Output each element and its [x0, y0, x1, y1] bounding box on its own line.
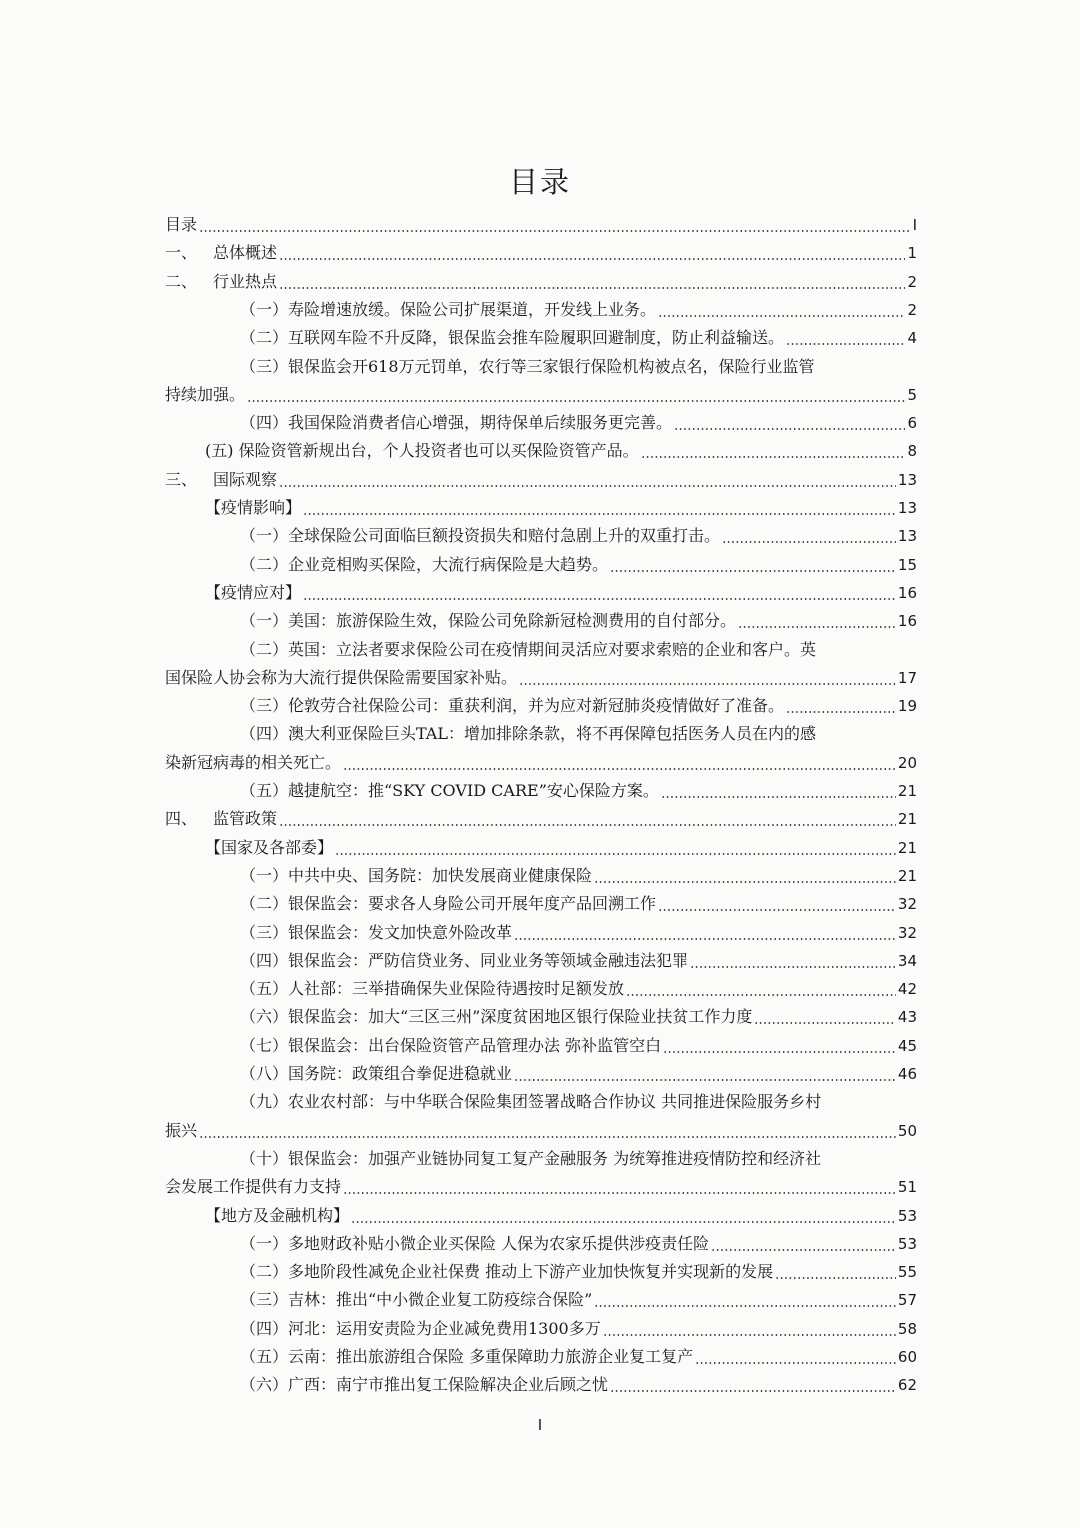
toc-section-number: 三、 — [165, 469, 198, 489]
toc-entry[interactable] — [240, 548, 917, 576]
toc-entry-text: （五）云南：推出旅游组合保险 多重保障助力旅游企业复工复产 — [240, 1347, 694, 1366]
toc-entry-text: 【疫情应对】 — [205, 582, 302, 602]
toc-entry[interactable] — [240, 1057, 917, 1085]
toc-page-number: 2 — [907, 272, 917, 291]
dot-leader — [738, 626, 896, 628]
toc-entry[interactable] — [240, 944, 917, 972]
toc-entry[interactable] — [205, 434, 917, 462]
toc-entry[interactable] — [240, 293, 917, 321]
dot-leader — [658, 315, 905, 317]
toc-section-title: 监管政策 — [213, 809, 278, 829]
toc-entry[interactable] — [240, 1368, 917, 1396]
dot-leader — [279, 824, 896, 826]
toc-entry-text — [165, 808, 277, 830]
toc-entry[interactable] — [205, 831, 917, 859]
toc-section-number: 四、 — [165, 809, 198, 829]
toc-entry-text: 【地方及金融机构】 — [205, 1205, 350, 1225]
toc-entry-text: （四）我国保险消费者信心增强，期待保单后续服务更完善。 — [240, 413, 673, 433]
dot-leader — [775, 1277, 896, 1279]
toc-page-number: 32 — [897, 923, 917, 942]
toc-page-number: 55 — [897, 1263, 917, 1282]
toc-page-number: 21 — [897, 782, 917, 800]
toc-entry-text: （三）银保监会：发文加快意外险改革 — [240, 922, 513, 942]
toc-page-number: 19 — [897, 697, 917, 716]
dot-leader — [603, 1334, 896, 1336]
page-title: 目录 — [508, 165, 571, 199]
dot-leader — [514, 938, 896, 940]
dot-leader — [199, 230, 911, 232]
toc-section-title: 国际观察 — [213, 469, 278, 489]
toc-entry-text: (五) 保险资管新规出台，个人投资者也可以买保险资管产品。 — [205, 441, 639, 461]
toc-entry-text: （二）多地阶段性减免企业社保费 推动上下游产业加快恢复并实现新的发展 — [240, 1262, 774, 1282]
toc-entry[interactable] — [205, 576, 917, 604]
toc-entry[interactable] — [240, 406, 917, 434]
toc-page-number: 21 — [897, 810, 917, 829]
toc-page-number: 8 — [907, 442, 917, 461]
toc-page-number: 32 — [897, 895, 917, 914]
toc-page-number: 43 — [897, 1008, 917, 1027]
toc-page-number: 42 — [897, 980, 917, 999]
toc-entry-text: （三）吉林：推出“中小微企业复工防疫综合保险” — [240, 1290, 593, 1310]
dot-leader — [343, 1192, 896, 1194]
toc-entry-text: （三）伦敦劳合社保险公司：重获利润，并为应对新冠肺炎疫情做好了准备。 — [240, 696, 785, 716]
toc-page-number: 50 — [897, 1121, 917, 1140]
toc-entry[interactable] — [165, 463, 917, 491]
toc-entry[interactable] — [165, 1170, 917, 1198]
toc-page-number: 17 — [897, 668, 917, 687]
toc-entry[interactable] — [240, 519, 917, 547]
toc-entry-text: （二）企业竞相购买保险，大流行病保险是大趋势。 — [240, 554, 609, 574]
toc-entry-text: 目录 — [165, 215, 198, 234]
toc-entry-text: （一）寿险增速放缓。保险公司扩展渠道，开发线上业务。 — [240, 299, 657, 319]
toc-page-number: 4 — [907, 329, 917, 348]
toc-entry-text: （七）银保监会：出台保险资管产品管理办法 弥补监管空白 — [240, 1035, 662, 1055]
toc-page-number: 45 — [897, 1036, 917, 1055]
toc-entry[interactable] — [165, 378, 917, 406]
toc-entry[interactable] — [240, 859, 917, 887]
toc-page-number: 2 — [907, 300, 917, 319]
dot-leader — [786, 711, 896, 713]
toc-entry-text: （四）澳大利亚保险巨头TAL：增加排除条款，将不再保障包括医务人员在内的感 — [240, 724, 816, 744]
dot-leader — [279, 485, 896, 487]
dot-leader — [514, 1079, 896, 1081]
toc-entry-text: （五）人社部：三举措确保失业保险待遇按时足额发放 — [240, 979, 625, 999]
toc-entry[interactable] — [240, 1000, 917, 1028]
dot-leader — [626, 994, 896, 996]
toc-entry-text: （五）越捷航空：推“SKY COVID CARE”安心保险方案。 — [240, 781, 659, 800]
dot-leader — [690, 966, 896, 968]
dot-leader — [610, 1390, 896, 1392]
toc-entry-text: （二）银保监会：要求各人身险公司开展年度产品回溯工作 — [240, 894, 657, 914]
toc-entry-continuation: 振兴 — [165, 1120, 198, 1140]
toc-entry-text: （二）互联网车险不升反降，银保监会推车险履职回避制度，防止利益输送。 — [240, 328, 785, 348]
toc-section-title: 行业热点 — [213, 271, 278, 291]
toc-entry-text: （四）河北：运用安责险为企业减免费用1300多万 — [240, 1318, 601, 1338]
toc-entry-text: （一）全球保险公司面临巨额投资损失和赔付急剧上升的双重打击。 — [240, 526, 721, 546]
toc-entry-text: 【国家及各部委】 — [205, 837, 334, 857]
toc-entry-continuation: 持续加强。 — [165, 384, 246, 404]
dot-leader — [695, 1362, 896, 1364]
toc-page-number: 51 — [897, 1178, 917, 1197]
toc-entry[interactable] — [240, 972, 917, 1000]
toc-entry[interactable] — [165, 746, 917, 774]
toc-entry-text: （一）多地财政补贴小微企业买保险 人保为农家乐提供涉疫责任险 — [240, 1233, 710, 1253]
toc-page-number: 1 — [907, 244, 917, 263]
toc-entry[interactable] — [240, 887, 917, 915]
dot-leader — [722, 541, 896, 543]
toc-page-number: 21 — [897, 838, 917, 857]
toc-entry[interactable] — [165, 661, 917, 689]
toc-entry[interactable] — [240, 774, 917, 802]
toc-section-number: 一、 — [165, 243, 198, 263]
dot-leader — [351, 1221, 896, 1223]
toc-page-number: 15 — [897, 555, 917, 574]
page-number: I — [537, 1416, 543, 1434]
toc-page-number: 62 — [897, 1376, 917, 1395]
toc-entry[interactable] — [240, 1029, 917, 1057]
dot-leader — [519, 683, 896, 685]
dot-leader — [663, 1051, 896, 1053]
toc-page-number: 57 — [897, 1291, 917, 1310]
toc-entry[interactable] — [165, 265, 917, 293]
toc-page-number: 60 — [897, 1348, 917, 1366]
toc-entry-text — [165, 469, 277, 491]
toc-entry[interactable] — [240, 916, 917, 944]
dot-leader — [303, 513, 896, 515]
dot-leader — [610, 570, 896, 572]
toc-entry[interactable] — [205, 491, 917, 519]
toc-section-number: 二、 — [165, 271, 198, 291]
toc-page-number: I — [912, 216, 917, 234]
toc-page-number: 53 — [897, 1206, 917, 1225]
toc-page-number: 6 — [907, 414, 917, 433]
toc-page-number: 20 — [897, 753, 917, 772]
toc-page-number: 13 — [897, 527, 917, 546]
toc-entry[interactable] — [240, 1227, 917, 1255]
dot-leader — [754, 1022, 896, 1024]
toc-entry-continuation: 国保险人协会称为大流行提供保险需要国家补贴。 — [165, 667, 518, 687]
toc-page-number: 5 — [907, 385, 917, 404]
toc-page-number: 16 — [897, 583, 917, 602]
toc-page-number: 21 — [897, 866, 917, 885]
toc-entry[interactable] — [240, 1340, 917, 1368]
toc-entry-text: 【疫情影响】 — [205, 498, 302, 517]
toc-entry-text: （三）银保监会开618万元罚单，农行等三家银行保险机构被点名，保险行业监管 — [240, 356, 815, 376]
toc-entry-text: （六）银保监会：加大“三区三州”深度贫困地区银行保险业扶贫工作力度 — [240, 1007, 753, 1027]
toc-entry[interactable] — [240, 689, 917, 717]
dot-leader — [661, 796, 896, 798]
toc-entry[interactable] — [205, 1199, 917, 1227]
toc-entry-text: （一）美国：旅游保险生效，保险公司免除新冠检测费用的自付部分。 — [240, 611, 737, 631]
toc-page-number: 58 — [897, 1319, 917, 1338]
toc-page-number: 16 — [897, 612, 917, 631]
toc-page-number: 13 — [897, 499, 917, 517]
dot-leader — [594, 1305, 896, 1307]
dot-leader — [279, 258, 905, 260]
toc-page-number: 53 — [897, 1234, 917, 1253]
toc-page-number: 13 — [897, 470, 917, 489]
toc-entry[interactable] — [240, 604, 917, 632]
dot-leader — [711, 1249, 896, 1251]
toc-entry[interactable] — [165, 1114, 917, 1142]
toc-entry[interactable] — [240, 1312, 917, 1340]
dot-leader — [786, 343, 905, 345]
dot-leader — [674, 428, 905, 430]
dot-leader — [303, 598, 896, 600]
toc-page-number: 46 — [897, 1065, 917, 1083]
toc-entry-text — [165, 242, 277, 264]
dot-leader — [641, 456, 906, 458]
toc-entry[interactable] — [165, 208, 917, 236]
dot-leader — [247, 400, 905, 402]
toc-entry-text: （九）农业农村部：与中华联合保险集团签署战略合作协议 共同推进保险服务乡村 — [240, 1092, 822, 1112]
toc-entry-continuation: 会发展工作提供有力支持 — [165, 1177, 342, 1197]
dot-leader — [658, 909, 896, 911]
toc-entry-text: （二）英国：立法者要求保险公司在疫情期间灵活应对要求索赔的企业和客户。英 — [240, 639, 817, 659]
toc-entry-text: （四）银保监会：严防信贷业务、同业业务等领域金融违法犯罪 — [240, 950, 689, 970]
toc-page-number: 34 — [897, 951, 917, 970]
toc-entry[interactable] — [240, 1283, 917, 1311]
toc-entry[interactable] — [165, 236, 917, 264]
dot-leader — [279, 287, 905, 289]
toc-entry[interactable] — [240, 321, 917, 349]
toc-entry-text — [165, 271, 277, 293]
toc-entry[interactable] — [240, 1255, 917, 1283]
dot-leader — [594, 881, 896, 883]
dot-leader — [199, 1136, 896, 1138]
toc-section-title: 总体概述 — [213, 243, 278, 263]
toc-entry-text: （十）银保监会：加强产业链协同复工复产金融服务 为统筹推进疫情防控和经济社 — [240, 1148, 822, 1168]
toc-entry-continuation: 染新冠病毒的相关死亡。 — [165, 752, 342, 772]
toc-entry-text: （六）广西：南宁市推出复工保险解决企业后顾之忧 — [240, 1375, 609, 1395]
toc-entry-text: （八）国务院：政策组合拳促进稳就业 — [240, 1064, 513, 1083]
dot-leader — [335, 853, 896, 855]
toc-entry-text: （一）中共中央、国务院：加快发展商业健康保险 — [240, 865, 593, 885]
dot-leader — [343, 768, 896, 770]
toc-entry[interactable] — [165, 802, 917, 830]
